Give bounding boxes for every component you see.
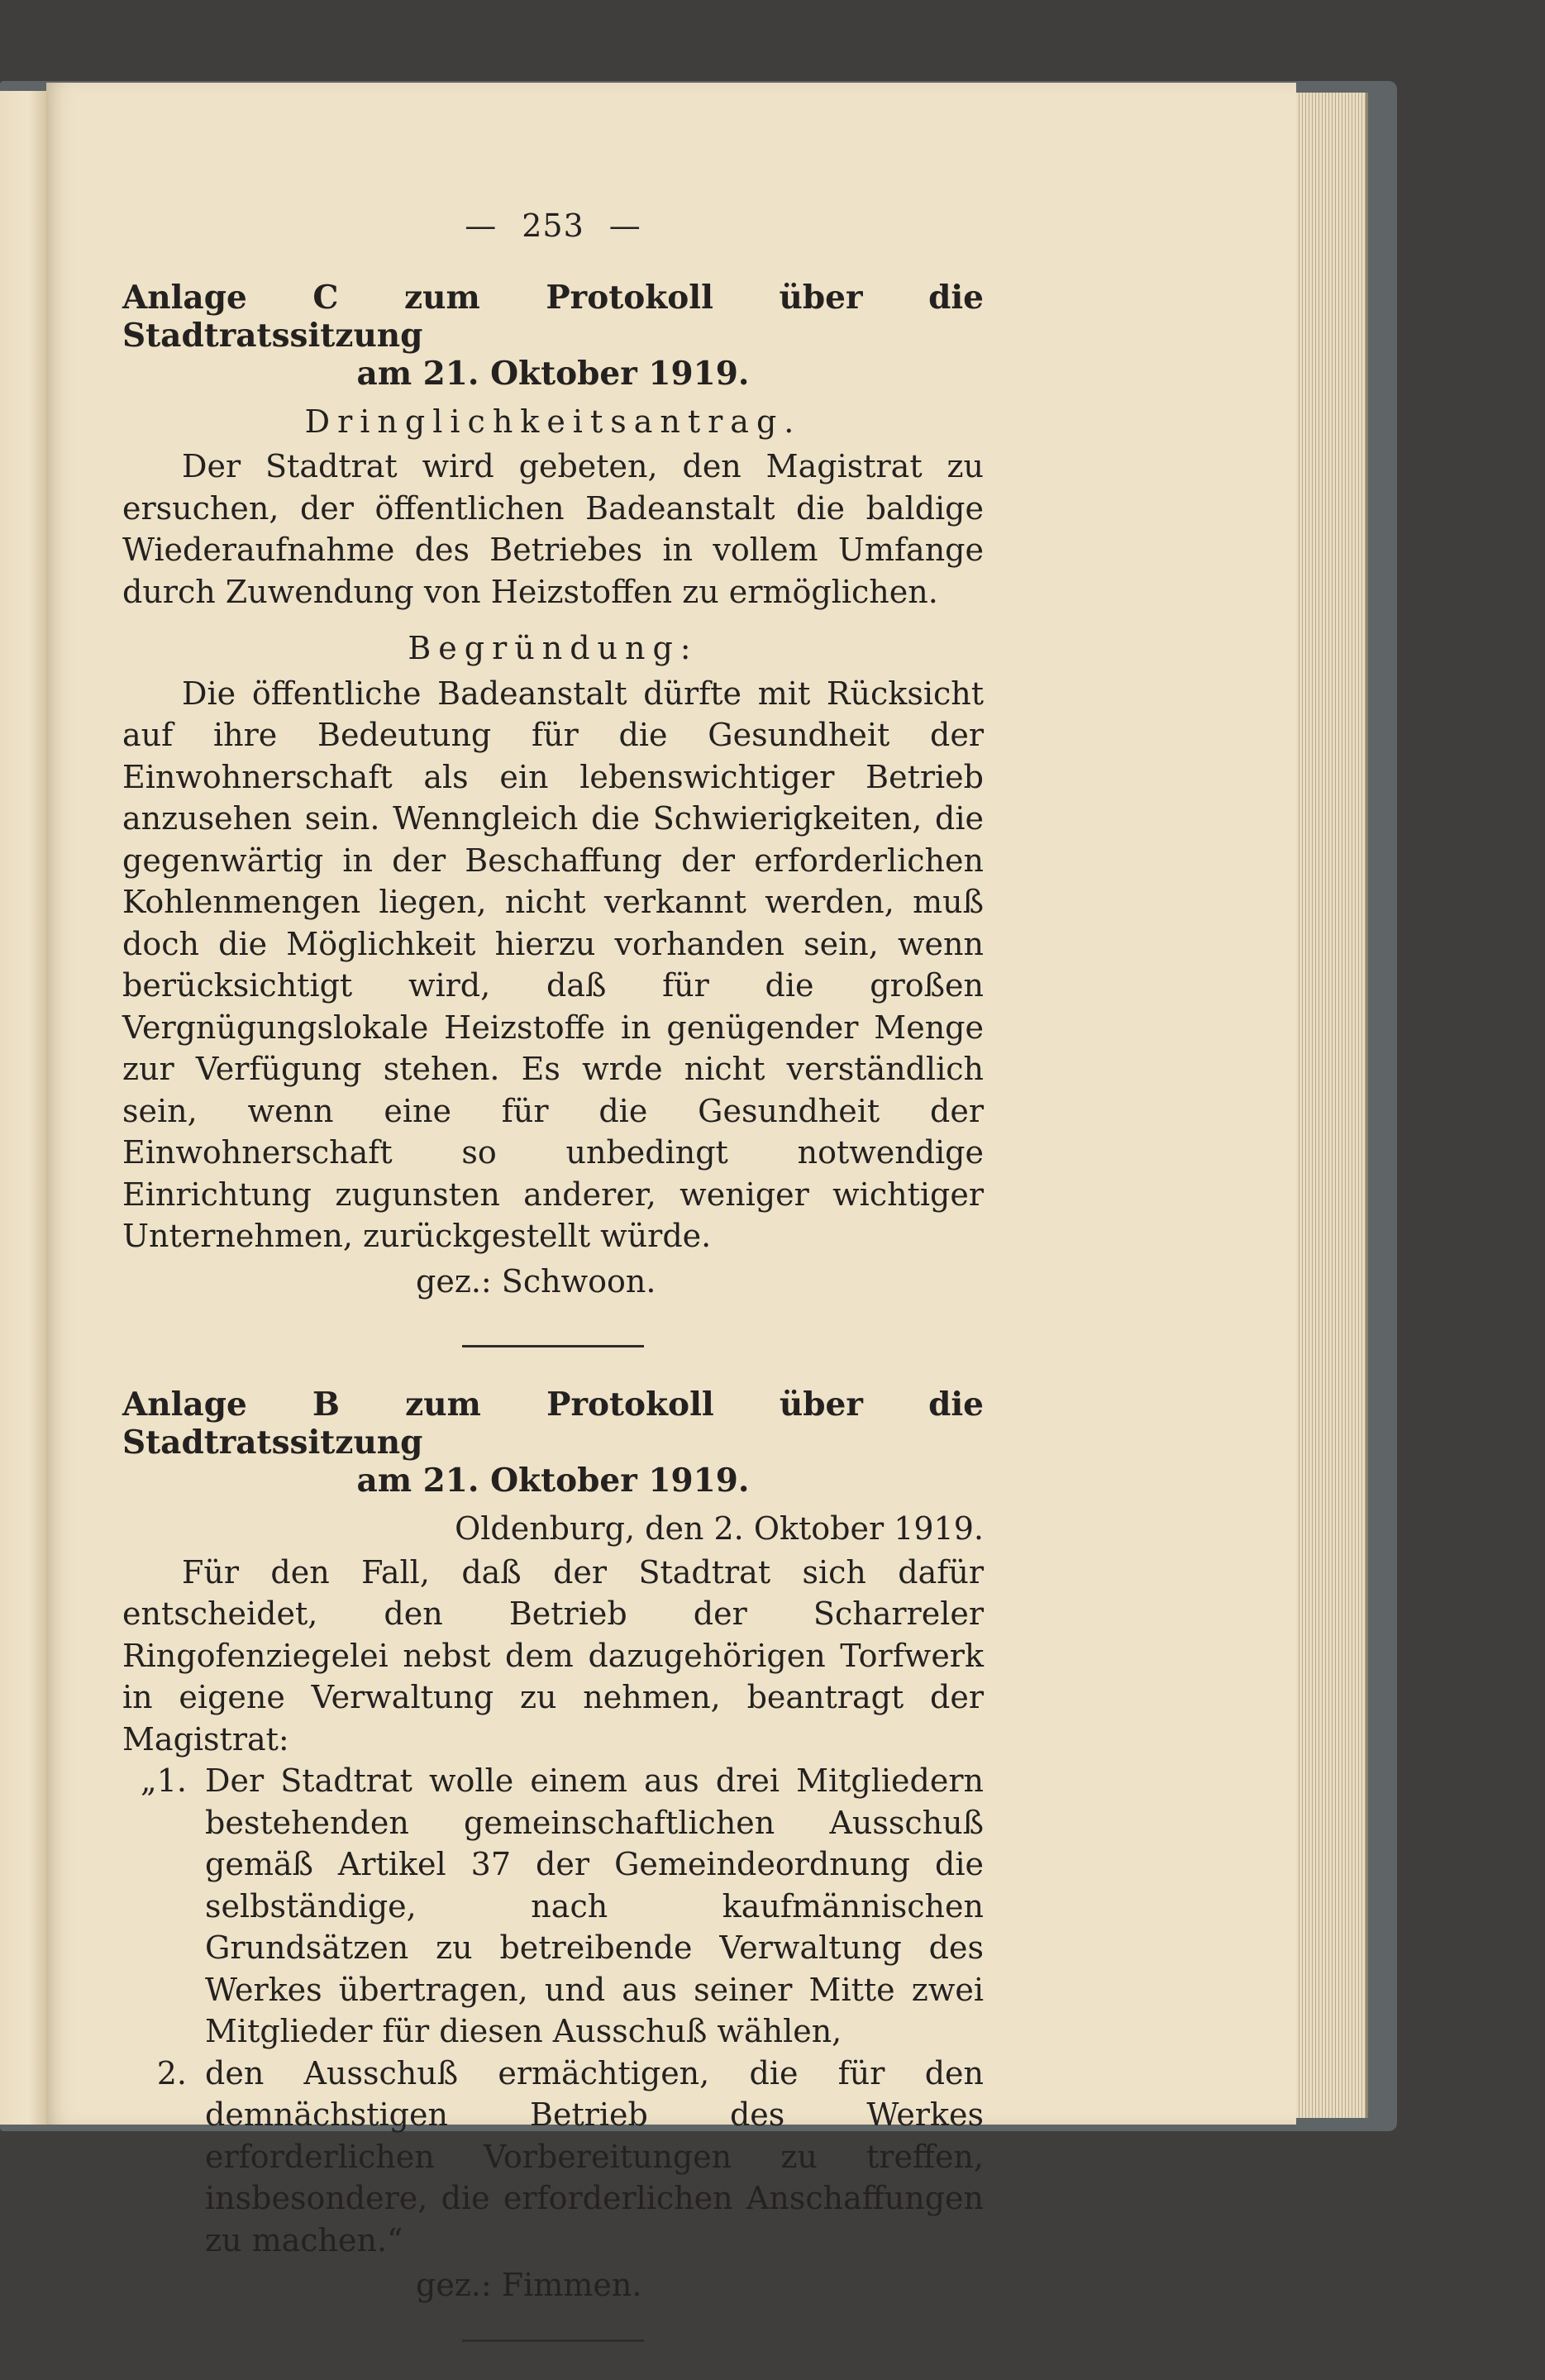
page-text	[122, 205, 984, 2380]
list-item-number: „1.	[141, 1762, 187, 1799]
begruendung-label: Begründung:	[408, 630, 699, 666]
list-item-text: den Ausschuß ermächtigen, die für den demnächstigen Betrieb des Werkes erforderlichen Vorbereitungen zu treffen, insbesondere, die erforderlichen Anschaffungen zu machen.“	[205, 2054, 984, 2258]
dringlichkeitsantrag-title: Dringlichkeitsantrag.	[304, 403, 802, 440]
antrag-paragraph: Der Stadtrat wird gebeten, den Magistrat zu ersuchen, der öffentlichen Badeanstalt die baldige Wiederaufnahme des Betriebes in vollem Umfange durch Zuwendung von Heizstoffen zu ermöglichen.	[122, 448, 984, 610]
signature-schwoon: gez.: Schwoon.	[416, 1262, 656, 1300]
anlage-b-heading-line2: am 21. Oktober 1919.	[356, 1462, 750, 1500]
section-divider	[462, 1345, 644, 1347]
list-item	[122, 2053, 984, 2262]
page-block-edges	[1296, 93, 1368, 2118]
list-item-text: Der Stadtrat wolle einem aus drei Mitgliedern bestehenden gemeinschaftlichen Ausschuß gemäß Artikel 37 der Gemeindeordnung die selbständige, nach kaufmännischen Grundsätzen zu betreibende Verwaltung des Werkes übertragen, und aus seiner Mitte zwei Mitglieder für diesen Ausschuß wählen,	[205, 1762, 984, 2049]
dash-left: —	[465, 207, 498, 244]
dash-right: —	[608, 207, 641, 244]
signature-fimmen: gez.: Fimmen.	[416, 2267, 642, 2303]
anlage-b-heading-line1: Anlage B zum Protokoll über die Stadtratssitzung	[122, 1386, 984, 1462]
section-divider	[462, 2339, 644, 2342]
anlage-c-heading-line2: am 21. Oktober 1919.	[356, 354, 750, 393]
list-item	[122, 1760, 984, 2053]
magistrat-paragraph: Für den Fall, daß der Stadtrat sich dafür entscheidet, den Betrieb der Scharreler Ringofenziegelei nebst dem dazugehörigen Torfwerk in eigene Verwaltung zu nehmen, beantragt der Magistrat:	[122, 1553, 984, 1758]
place-date: Oldenburg, den 2. Oktober 1919.	[455, 1510, 984, 1547]
begruendung-paragraph: Die öffentliche Badeanstalt dürfte mit Rücksicht auf ihre Bedeutung für die Gesundheit der Einwohnerschaft als ein lebenswichtiger Betrieb anzusehen sein. Wenngleich die Schwierigkeiten, die gegenwärtig in der Beschaffung der erforderlichen Kohlenmengen liegen, nicht verkannt werden, muß doch die Möglichkeit hierzu vorhanden sein, wenn berücksichtigt wird, daß für die großen Vergnügungslokale Heizstoffe in genügender Menge zur Verfügung stehen. Es wrde nicht verständlich sein, wenn eine für die Gesundheit der Einwohnerschaft so unbedingt notwendige Einrichtung zugunsten anderer, weniger wichtiger Unternehmen, zurückgestellt würde.	[122, 675, 984, 1254]
list-item-number: 2.	[156, 2054, 187, 2091]
page-number-line	[122, 205, 984, 247]
page-number: 253	[522, 207, 584, 244]
facing-page-edge	[0, 91, 48, 2125]
anlage-b-heading	[122, 1386, 984, 1500]
anlage-c-heading	[122, 279, 984, 393]
anlage-c-heading-line1: Anlage C zum Protokoll über die Stadtratssitzung	[122, 278, 984, 355]
